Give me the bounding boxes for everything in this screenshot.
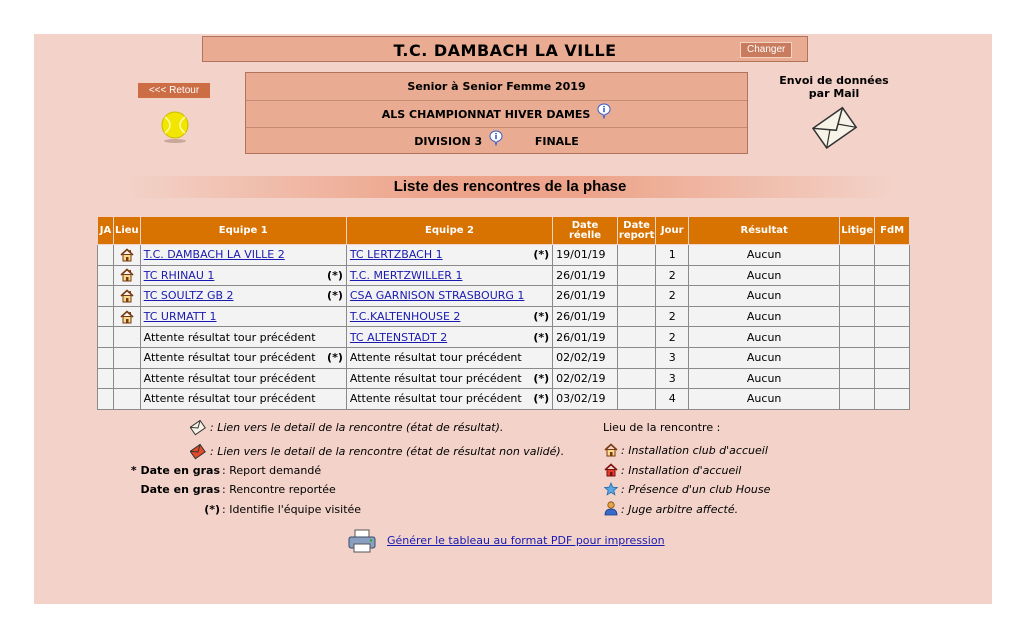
day-cell: 2 bbox=[656, 265, 689, 286]
result-cell: Aucun bbox=[689, 389, 840, 410]
litige-cell bbox=[840, 347, 875, 368]
legend-bold-star-label: * Date en gras bbox=[130, 464, 220, 477]
visited-marker: (*) bbox=[533, 310, 550, 324]
table-row bbox=[98, 327, 910, 348]
table-row bbox=[98, 265, 910, 286]
day-cell: 1 bbox=[656, 245, 689, 266]
table-row bbox=[98, 306, 910, 327]
team-link[interactable]: CSA GARNISON STRASBOURG 1 bbox=[349, 289, 525, 303]
date-cell: 26/01/19 bbox=[553, 327, 618, 348]
visited-marker: (*) bbox=[327, 351, 343, 365]
table-header-row bbox=[98, 217, 910, 245]
report-cell bbox=[617, 286, 655, 307]
ja-cell bbox=[98, 306, 114, 327]
report-cell bbox=[617, 389, 655, 410]
report-cell bbox=[617, 368, 655, 389]
date-cell: 26/01/19 bbox=[553, 265, 618, 286]
litige-cell bbox=[840, 265, 875, 286]
team-label: Attente résultat tour précédent bbox=[143, 392, 316, 406]
fdm-cell bbox=[875, 347, 910, 368]
table-row bbox=[98, 245, 910, 266]
host-house-icon bbox=[604, 463, 618, 477]
legend-bold-text: : Rencontre reportée bbox=[222, 483, 336, 496]
litige-cell bbox=[840, 389, 875, 410]
ja-cell bbox=[98, 368, 114, 389]
team-link[interactable]: T.C. DAMBACH LA VILLE 2 bbox=[143, 248, 285, 262]
legend-bold-star-text: : Report demandé bbox=[222, 464, 322, 477]
team1-cell bbox=[140, 368, 346, 389]
team-label: Attente résultat tour précédent bbox=[143, 371, 316, 385]
team-link[interactable]: TC SOULTZ GB 2 bbox=[143, 289, 234, 303]
visited-marker: (*) bbox=[327, 268, 343, 282]
lieu-cell bbox=[113, 245, 140, 266]
team2-cell bbox=[346, 389, 552, 410]
ja-cell bbox=[98, 265, 114, 286]
club-title: T.C. DAMBACH LA VILLE bbox=[393, 41, 617, 60]
category-row bbox=[246, 73, 747, 100]
team-label: Attente résultat tour précédent bbox=[349, 351, 522, 365]
fdm-cell bbox=[875, 245, 910, 266]
result-cell: Aucun bbox=[689, 265, 840, 286]
fdm-cell bbox=[875, 306, 910, 327]
team-link[interactable]: TC RHINAU 1 bbox=[143, 268, 215, 282]
legend-venue-referee: : Juge arbitre affecté. bbox=[621, 503, 739, 516]
litige-cell bbox=[840, 245, 875, 266]
team-link[interactable]: TC URMATT 1 bbox=[143, 310, 217, 324]
lieu-cell bbox=[113, 286, 140, 307]
legend-bold-label: Date en gras bbox=[140, 483, 220, 496]
visited-marker: (*) bbox=[533, 392, 550, 406]
team-link[interactable]: T.C.KALTENHOUSE 2 bbox=[349, 310, 461, 324]
back-button[interactable]: <<< Retour bbox=[137, 82, 211, 99]
column-header-ja: JA bbox=[98, 217, 114, 245]
result-validated-icon bbox=[190, 419, 206, 437]
result-cell: Aucun bbox=[689, 327, 840, 348]
club-house-icon bbox=[604, 443, 618, 457]
table-row bbox=[98, 286, 910, 307]
competition-info-box bbox=[245, 72, 748, 154]
house-icon bbox=[120, 248, 134, 262]
team2-cell bbox=[346, 286, 552, 307]
division-label: DIVISION 3 bbox=[414, 135, 483, 148]
table-row bbox=[98, 347, 910, 368]
generate-pdf-link[interactable]: Générer le tableau au format PDF pour impression bbox=[387, 534, 665, 547]
championship-label: ALS CHAMPIONNAT HIVER DAMES bbox=[381, 108, 591, 121]
report-cell bbox=[617, 265, 655, 286]
phase-title: Liste des rencontres de la phase bbox=[120, 176, 900, 198]
info-icon[interactable] bbox=[489, 130, 503, 146]
legend-venue-host: : Installation d'accueil bbox=[621, 464, 742, 477]
visited-marker: (*) bbox=[533, 371, 550, 385]
day-cell: 2 bbox=[656, 286, 689, 307]
report-cell bbox=[617, 347, 655, 368]
column-header-team1: Equipe 1 bbox=[140, 217, 346, 245]
team-label: Attente résultat tour précédent bbox=[143, 351, 316, 365]
fdm-cell bbox=[875, 327, 910, 348]
result-cell: Aucun bbox=[689, 368, 840, 389]
column-header-lieu: Lieu bbox=[113, 217, 140, 245]
fdm-cell bbox=[875, 286, 910, 307]
legend-venue-club: : Installation club d'accueil bbox=[621, 444, 768, 457]
team-link[interactable]: TC ALTENSTADT 2 bbox=[349, 330, 448, 344]
ja-cell bbox=[98, 389, 114, 410]
lieu-cell bbox=[113, 389, 140, 410]
legend-link-validated: : Lien vers le detail de la rencontre (état de résultat). bbox=[210, 421, 504, 434]
visited-marker: (*) bbox=[533, 330, 550, 344]
team-link[interactable]: T.C. MERTZWILLER 1 bbox=[349, 268, 463, 282]
column-header-team2: Equipe 2 bbox=[346, 217, 552, 245]
result-cell: Aucun bbox=[689, 347, 840, 368]
tennis-ball-icon bbox=[160, 110, 190, 144]
change-club-button[interactable]: Changer bbox=[740, 42, 792, 58]
lieu-cell bbox=[113, 306, 140, 327]
club-header-bar bbox=[202, 36, 808, 62]
team-label: Attente résultat tour précédent bbox=[349, 371, 522, 385]
report-cell bbox=[617, 245, 655, 266]
day-cell: 2 bbox=[656, 306, 689, 327]
team-label: Attente résultat tour précédent bbox=[143, 330, 316, 344]
lieu-cell bbox=[113, 327, 140, 348]
team2-cell bbox=[346, 265, 552, 286]
team2-cell bbox=[346, 347, 552, 368]
lieu-cell bbox=[113, 368, 140, 389]
column-header-litige: Litige bbox=[840, 217, 875, 245]
day-cell: 2 bbox=[656, 327, 689, 348]
date-cell: 03/02/19 bbox=[553, 389, 618, 410]
ja-cell bbox=[98, 347, 114, 368]
fdm-cell bbox=[875, 265, 910, 286]
team-label: Attente résultat tour précédent bbox=[349, 392, 522, 406]
result-not-validated-icon bbox=[190, 443, 206, 461]
result-cell: Aucun bbox=[689, 286, 840, 307]
team1-cell bbox=[140, 306, 346, 327]
column-header-report: Date report bbox=[617, 217, 655, 245]
table-row bbox=[98, 368, 910, 389]
info-icon[interactable] bbox=[597, 103, 611, 119]
legend-visited-text: : Identifie l'équipe visitée bbox=[222, 503, 362, 516]
team-link[interactable]: TC LERTZBACH 1 bbox=[349, 248, 443, 262]
lieu-cell bbox=[113, 347, 140, 368]
referee-icon bbox=[604, 501, 618, 516]
date-cell: 26/01/19 bbox=[553, 306, 618, 327]
envelope-icon[interactable] bbox=[810, 104, 858, 150]
division-row bbox=[246, 127, 747, 154]
date-cell: 19/01/19 bbox=[553, 245, 618, 266]
table-row bbox=[98, 389, 910, 410]
legend-venue-clubhouse: : Présence d'un club House bbox=[621, 483, 771, 496]
team2-cell bbox=[346, 327, 552, 348]
legend-venue-title: Lieu de la rencontre : bbox=[603, 421, 721, 434]
result-cell: Aucun bbox=[689, 245, 840, 266]
column-header-fdm: FdM bbox=[875, 217, 910, 245]
fdm-cell bbox=[875, 389, 910, 410]
litige-cell bbox=[840, 286, 875, 307]
legend-visited-label: (*) bbox=[204, 503, 220, 516]
litige-cell bbox=[840, 368, 875, 389]
lieu-cell bbox=[113, 265, 140, 286]
team1-cell bbox=[140, 347, 346, 368]
house-icon bbox=[120, 310, 134, 324]
team2-cell bbox=[346, 245, 552, 266]
mail-send-label: Envoi de données par Mail bbox=[779, 74, 889, 100]
date-cell: 02/02/19 bbox=[553, 368, 618, 389]
result-cell: Aucun bbox=[689, 306, 840, 327]
ja-cell bbox=[98, 245, 114, 266]
date-cell: 26/01/19 bbox=[553, 286, 618, 307]
championship-row bbox=[246, 100, 747, 127]
ja-cell bbox=[98, 327, 114, 348]
column-header-date: Date réelle bbox=[553, 217, 618, 245]
visited-marker: (*) bbox=[327, 289, 343, 303]
house-icon bbox=[120, 268, 134, 282]
day-cell: 3 bbox=[656, 347, 689, 368]
date-cell: 02/02/19 bbox=[553, 347, 618, 368]
team2-cell bbox=[346, 368, 552, 389]
fdm-cell bbox=[875, 368, 910, 389]
matches-table bbox=[97, 216, 910, 410]
phase-label: FINALE bbox=[534, 135, 579, 148]
visited-marker: (*) bbox=[533, 248, 550, 262]
day-cell: 4 bbox=[656, 389, 689, 410]
report-cell bbox=[617, 327, 655, 348]
team1-cell bbox=[140, 327, 346, 348]
team1-cell bbox=[140, 245, 346, 266]
team1-cell bbox=[140, 286, 346, 307]
legend-link-not-validated: : Lien vers le detail de la rencontre (état de résultat non validé). bbox=[210, 445, 565, 458]
category-label: Senior à Senior Femme 2019 bbox=[407, 80, 586, 93]
printer-icon[interactable] bbox=[346, 528, 380, 554]
team1-cell bbox=[140, 265, 346, 286]
report-cell bbox=[617, 306, 655, 327]
day-cell: 3 bbox=[656, 368, 689, 389]
star-icon bbox=[604, 482, 618, 496]
house-icon bbox=[120, 289, 134, 303]
column-header-result: Résultat bbox=[689, 217, 840, 245]
team1-cell bbox=[140, 389, 346, 410]
column-header-day: Jour bbox=[656, 217, 689, 245]
litige-cell bbox=[840, 306, 875, 327]
ja-cell bbox=[98, 286, 114, 307]
team2-cell bbox=[346, 306, 552, 327]
litige-cell bbox=[840, 327, 875, 348]
